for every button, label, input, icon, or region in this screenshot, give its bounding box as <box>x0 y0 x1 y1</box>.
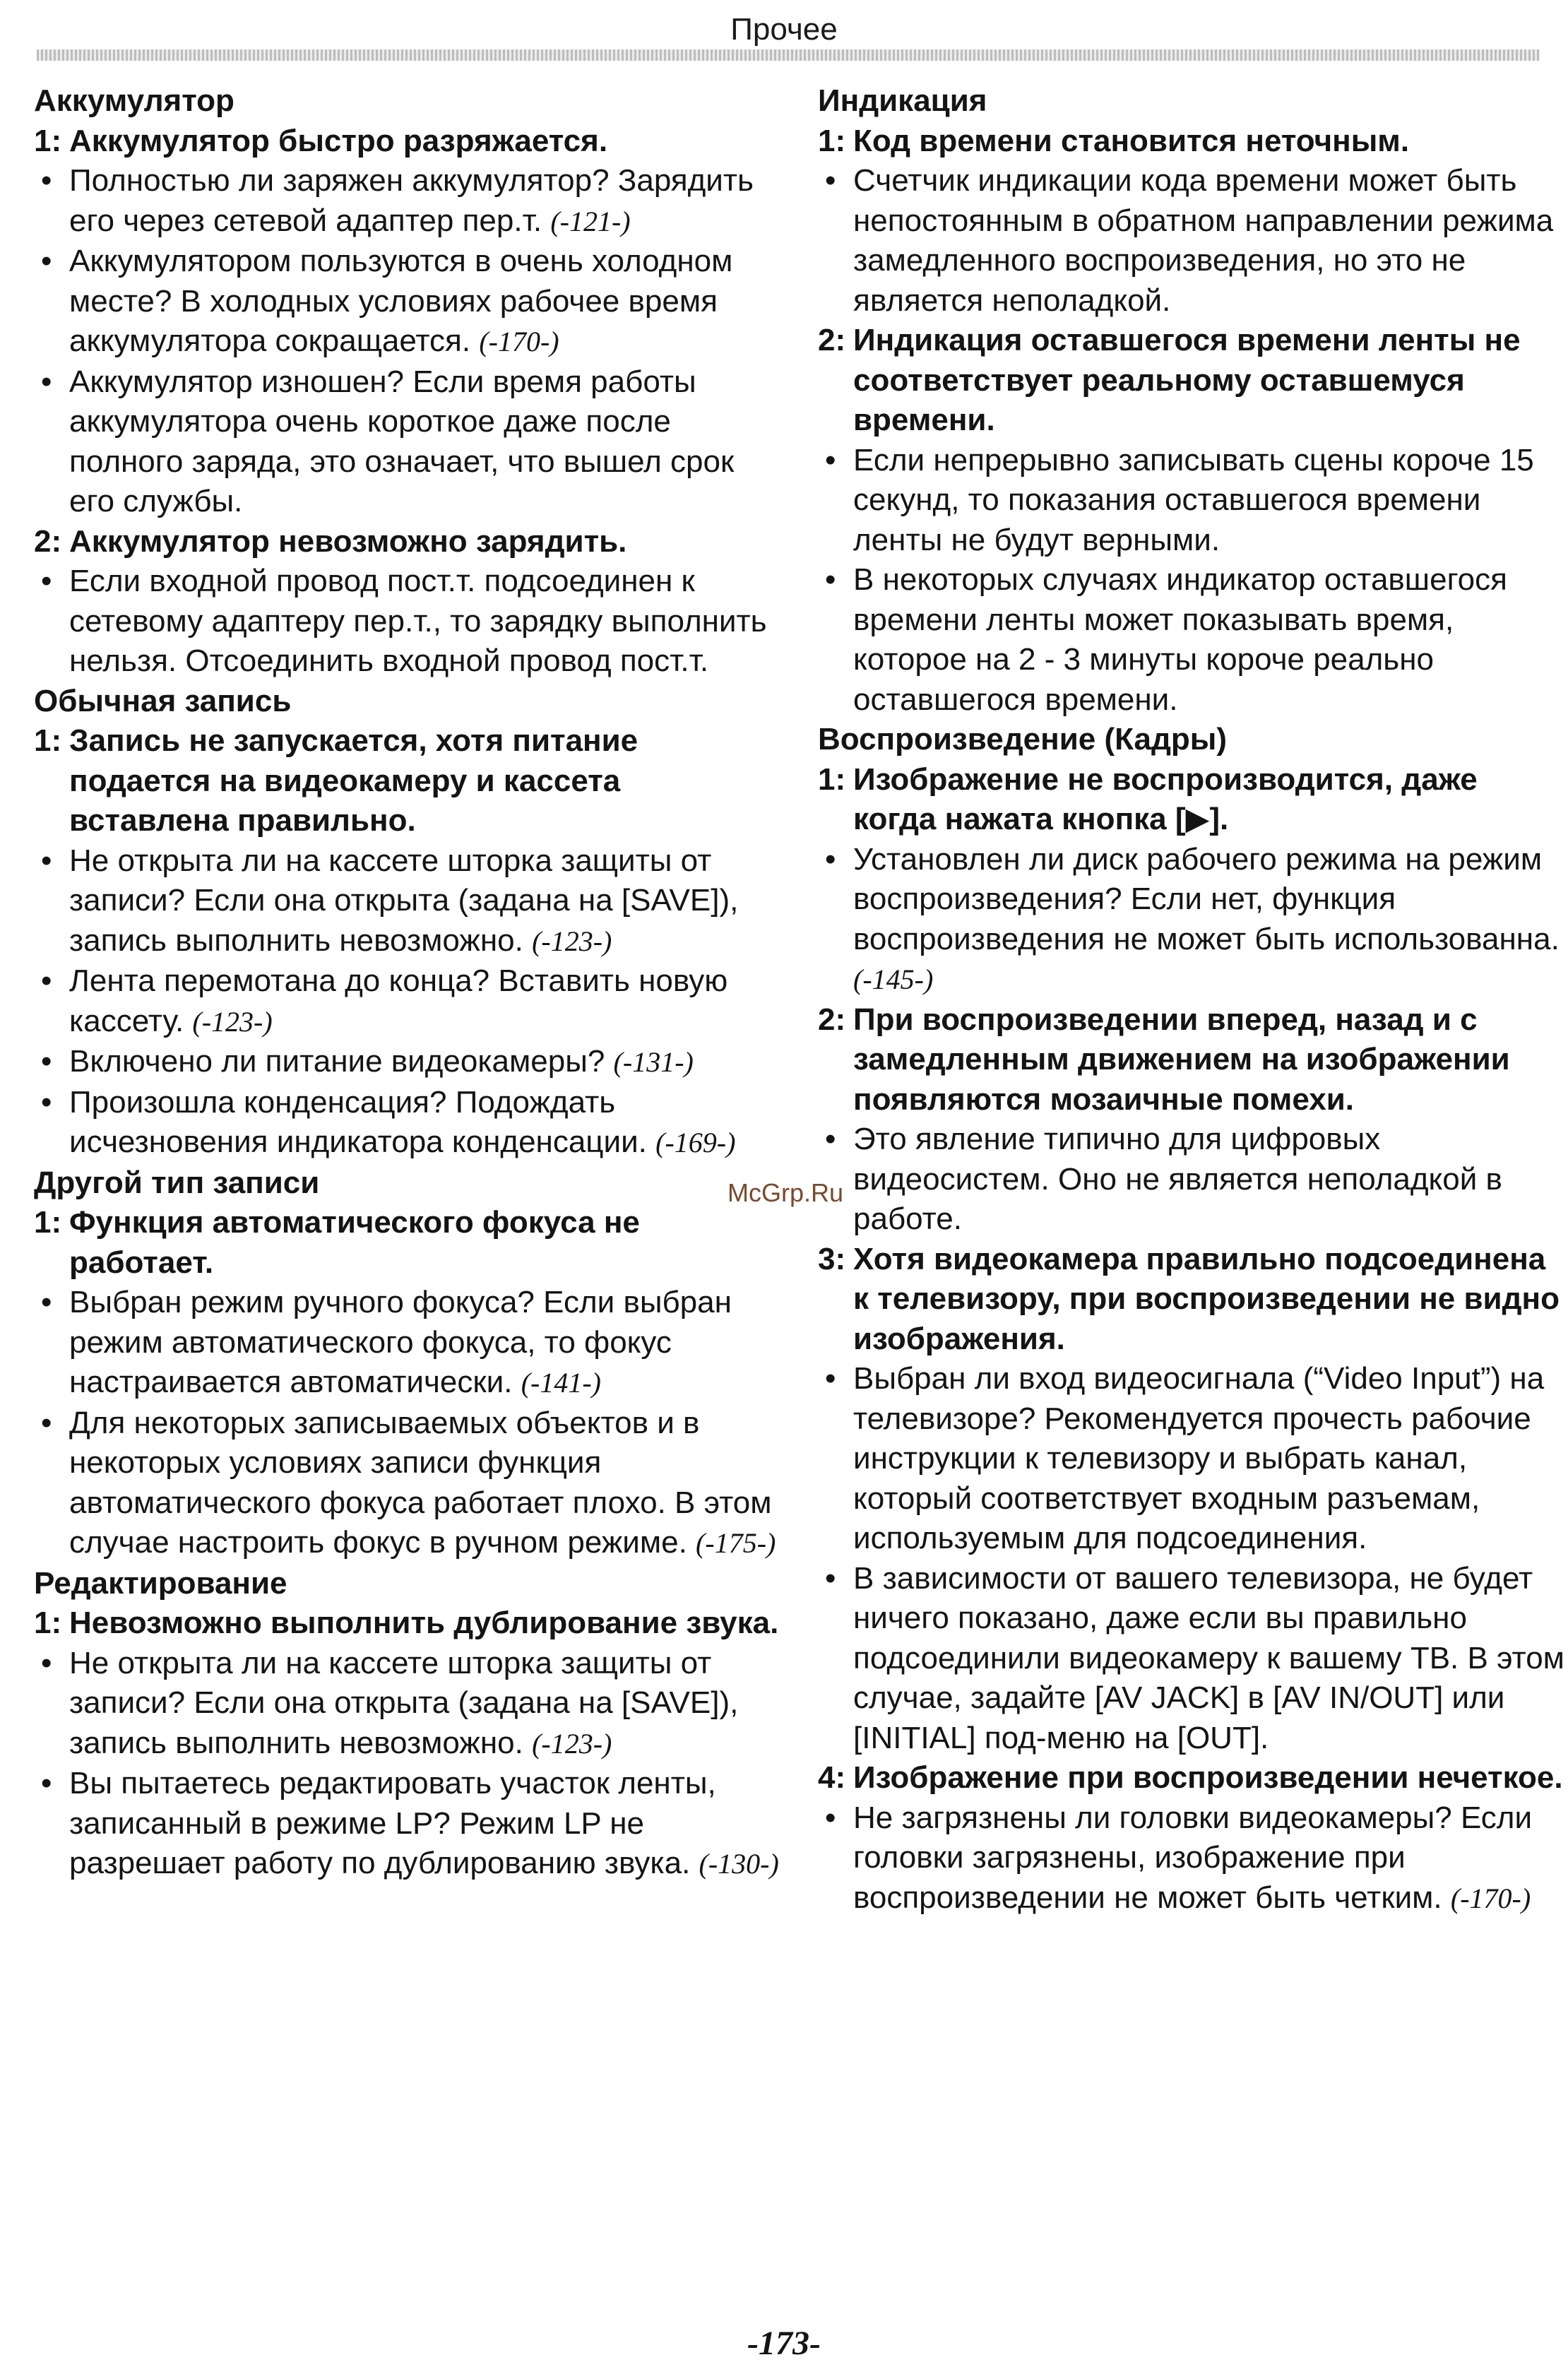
page-reference: (-123-) <box>532 925 612 957</box>
bullet-item <box>818 1359 1567 1559</box>
bullet-text: Выбран ли вход видеосигнала (“Video Input”) на телевизоре? Рекомендуется прочесть рабочие инструкции к телевизору и выбрать канал, который соответствует входным разъемам, используемым для подсоединения. <box>853 1361 1545 1555</box>
page-reference: (-141-) <box>521 1367 601 1399</box>
bullet-text: Установлен ли диск рабочего режима на режим воспроизведения? Если нет, функция воспроизведения не может быть использованна. <box>853 841 1560 956</box>
bullet-dot-icon: • <box>825 1560 836 1596</box>
issue-heading <box>818 1758 1567 1798</box>
bullet-dot-icon: • <box>825 1361 836 1396</box>
bullet-dot-icon: • <box>825 442 836 477</box>
bullet-text: Вы пытаетесь редактировать участок ленты, записанный в режиме LP? Режим LP не разрешает работу по дублированию звука. <box>69 1766 716 1880</box>
bullet-text: Выбран режим ручного фокуса? Если выбран режим автоматического фокуса, то фокус настраивается автоматически. <box>69 1285 732 1399</box>
bullet-item <box>34 1283 783 1404</box>
bullet-dot-icon: • <box>41 1645 52 1680</box>
bullet-item <box>34 1042 783 1083</box>
bullet-text: Аккумулятором пользуются в очень холодном месте? В холодных условиях рабочее время аккумулятора сокращается. <box>69 244 733 358</box>
bullet-dot-icon: • <box>41 1405 52 1440</box>
bullet-body <box>69 961 783 1042</box>
header-rule <box>37 49 1540 61</box>
page-reference: (-169-) <box>655 1127 736 1158</box>
bullet-dot-icon: • <box>825 841 836 877</box>
left-column <box>34 81 783 1885</box>
page-reference: (-175-) <box>696 1527 776 1559</box>
issue-text: Изображение при воспроизведении нечеткое. <box>853 1760 1563 1795</box>
page-number: -173- <box>747 2325 821 2362</box>
bullet-body <box>853 840 1567 1000</box>
bullet-text: Не загрязнены ли головки видеокамеры? Если головки загрязнены, изображение при воспроизведении не может быть четким. <box>853 1800 1533 1915</box>
bullet-body <box>69 161 783 242</box>
issue-heading <box>818 1000 1567 1120</box>
bullet-item <box>818 441 1567 561</box>
bullet-dot-icon: • <box>41 843 52 878</box>
bullet-dot-icon: • <box>41 1285 52 1319</box>
bullet-item <box>34 1644 783 1764</box>
bullet-body <box>69 362 783 522</box>
bullet-body <box>853 161 1567 321</box>
bullet-text: Лента перемотана до конца? Вставить новую кассету. <box>69 963 728 1038</box>
bullet-dot-icon: • <box>825 1800 836 1835</box>
bullet-body <box>69 242 783 362</box>
section-heading: Аккумулятор <box>34 83 234 118</box>
issue-text: Хотя видеокамера правильно подсоединена к телевизору, при воспроизведении не видно изображения. <box>853 1241 1560 1356</box>
bullet-text: Не открыта ли на кассете шторка защиты от записи? Если она открыта (задана на [SAVE]), запись выполнить невозможно. <box>69 843 739 958</box>
bullet-text: В некоторых случаях индикатор оставшегося времени ленты может показывать время, которое на 2 - 3 минуты короче реально оставшегося времени. <box>853 562 1507 717</box>
issue-number: 4: <box>818 1760 846 1795</box>
issue-text: Код времени становится неточным. <box>853 123 1410 158</box>
bullet-body <box>69 1042 783 1083</box>
page-header-title: Прочее <box>730 12 838 47</box>
issue-text: Аккумулятор невозможно зарядить. <box>69 523 627 559</box>
issue-text: Аккумулятор быстро разряжается. <box>69 123 608 158</box>
bullet-text: Произошла конденсация? Подождать исчезновения индикатора конденсации. <box>69 1084 647 1159</box>
bullet-body <box>853 1559 1567 1759</box>
issue-heading <box>34 1603 783 1644</box>
issue-number: 2: <box>34 523 62 559</box>
bullet-text: Если непрерывно записывать сцены короче 15 секунд, то показания оставшегося времени ленты не будут верными. <box>853 442 1534 557</box>
bullet-item <box>34 1083 783 1163</box>
bullet-dot-icon: • <box>41 963 52 998</box>
bullet-item <box>34 1764 783 1885</box>
page-reference: (-145-) <box>853 963 934 995</box>
issue-number: 2: <box>818 323 846 357</box>
bullet-body <box>69 841 783 962</box>
issue-heading <box>818 121 1567 162</box>
bullet-text: Полностью ли заряжен аккумулятор? Зарядить его через сетевой адаптер пер.т. <box>69 163 754 238</box>
issue-text: Индикация оставшегося времени ленты не соответствует реальному оставшемуся времени. <box>853 323 1521 437</box>
bullet-dot-icon: • <box>41 1766 52 1800</box>
page-reference: (-170-) <box>479 326 559 357</box>
bullet-item <box>818 1559 1567 1759</box>
page-reference: (-123-) <box>192 1005 273 1038</box>
bullet-dot-icon: • <box>41 364 52 399</box>
issue-text: Запись не запускается, хотя питание подается на видеокамеру и кассета вставлена правильно. <box>69 723 639 838</box>
bullet-dot-icon: • <box>41 163 52 198</box>
section-heading: Редактирование <box>34 1565 287 1601</box>
bullet-item <box>34 841 783 962</box>
bullet-text: Это явление типично для цифровых видеосистем. Оно не является неполадкой в работе. <box>853 1122 1502 1236</box>
issue-heading <box>818 1240 1567 1360</box>
issue-heading <box>34 522 783 562</box>
bullet-item <box>818 840 1567 1000</box>
section-heading: Другой тип записи <box>34 1165 320 1200</box>
bullet-dot-icon: • <box>825 163 836 198</box>
bullet-dot-icon: • <box>41 1044 52 1079</box>
bullet-item <box>34 562 783 682</box>
bullet-body <box>853 560 1567 720</box>
bullet-item <box>818 1120 1567 1240</box>
bullet-body <box>69 1283 783 1404</box>
right-column <box>818 81 1567 1918</box>
bullet-text: Если входной провод пост.т. подсоединен к сетевому адаптеру пер.т., то зарядку выполнить нельзя. Отсоединить входной провод пост.т. <box>69 564 767 678</box>
bullet-item <box>34 1404 783 1564</box>
issue-text: Невозможно выполнить дублирование звука. <box>69 1606 779 1640</box>
bullet-dot-icon: • <box>41 1084 52 1120</box>
issue-number: 1: <box>34 1606 62 1640</box>
issue-heading <box>818 321 1567 441</box>
issue-text: Функция автоматического фокуса не работает. <box>69 1205 640 1280</box>
page-reference: (-130-) <box>699 1848 779 1880</box>
issue-number: 2: <box>818 1002 846 1037</box>
bullet-body <box>69 1644 783 1764</box>
bullet-item <box>34 961 783 1042</box>
bullet-text: В зависимости от вашего телевизора, не будет ничего показано, даже если вы правильно подсоединили видеокамеру к вашему ТВ. В этом случае, задайте [AV JACK] в [AV IN/OUT] или [INITIAL] под-меню на [OUT]. <box>853 1560 1564 1755</box>
bullet-body <box>853 1798 1567 1919</box>
section-heading: Обычная запись <box>34 683 292 718</box>
bullet-body <box>69 1083 783 1163</box>
section-heading: Индикация <box>818 83 987 118</box>
issue-heading <box>34 1203 783 1283</box>
issue-text: При воспроизведении вперед, назад и с замедленным движением на изображении появляются мозаичные помехи. <box>853 1002 1510 1117</box>
issue-heading <box>34 121 783 162</box>
bullet-item <box>818 161 1567 321</box>
bullet-body <box>853 1120 1567 1240</box>
bullet-item <box>34 161 783 242</box>
issue-number: 1: <box>818 123 846 158</box>
bullet-body <box>69 1404 783 1564</box>
page-reference: (-131-) <box>613 1046 694 1078</box>
bullet-text: Для некоторых записываемых объектов и в некоторых условиях записи функция автоматического фокуса работает плохо. В этом случае настроить фокус в ручном режиме. <box>69 1405 772 1560</box>
bullet-item <box>34 242 783 362</box>
bullet-text: Аккумулятор изношен? Если время работы аккумулятора очень короткое даже после полного заряда, это означает, что вышел срок его службы. <box>69 364 735 518</box>
bullet-item <box>34 362 783 522</box>
bullet-text: Не открыта ли на кассете шторка защиты от записи? Если она открыта (задана на [SAVE]), запись выполнить невозможно. <box>69 1645 739 1760</box>
bullet-item <box>818 1798 1567 1919</box>
section-heading: Воспроизведение (Кадры) <box>818 722 1228 757</box>
issue-text: Изображение не воспроизводится, даже когда нажата кнопка [▶]. <box>853 761 1478 836</box>
page-reference: (-170-) <box>1450 1882 1531 1914</box>
bullet-body <box>69 1764 783 1885</box>
issue-number: 1: <box>34 1205 62 1240</box>
bullet-text: Счетчик индикации кода времени может быть непостоянным в обратном направлении режима замедленного воспроизведения, но это не является неполадкой. <box>853 163 1554 318</box>
bullet-body <box>853 441 1567 561</box>
watermark-text: McGrp.Ru <box>727 1178 844 1207</box>
bullet-dot-icon: • <box>825 1122 836 1156</box>
bullet-body <box>853 1359 1567 1559</box>
issue-heading <box>34 721 783 841</box>
bullet-item <box>818 560 1567 720</box>
page-reference: (-121-) <box>550 205 631 237</box>
issue-heading <box>818 760 1567 840</box>
bullet-text: Включено ли питание видеокамеры? <box>69 1044 605 1079</box>
bullet-dot-icon: • <box>41 564 52 598</box>
bullet-body <box>69 562 783 682</box>
issue-number: 1: <box>34 123 62 158</box>
issue-number: 1: <box>34 723 62 758</box>
issue-number: 3: <box>818 1241 846 1276</box>
issue-number: 1: <box>818 761 846 797</box>
bullet-dot-icon: • <box>825 562 836 597</box>
page-reference: (-123-) <box>532 1727 612 1760</box>
bullet-dot-icon: • <box>41 244 52 278</box>
